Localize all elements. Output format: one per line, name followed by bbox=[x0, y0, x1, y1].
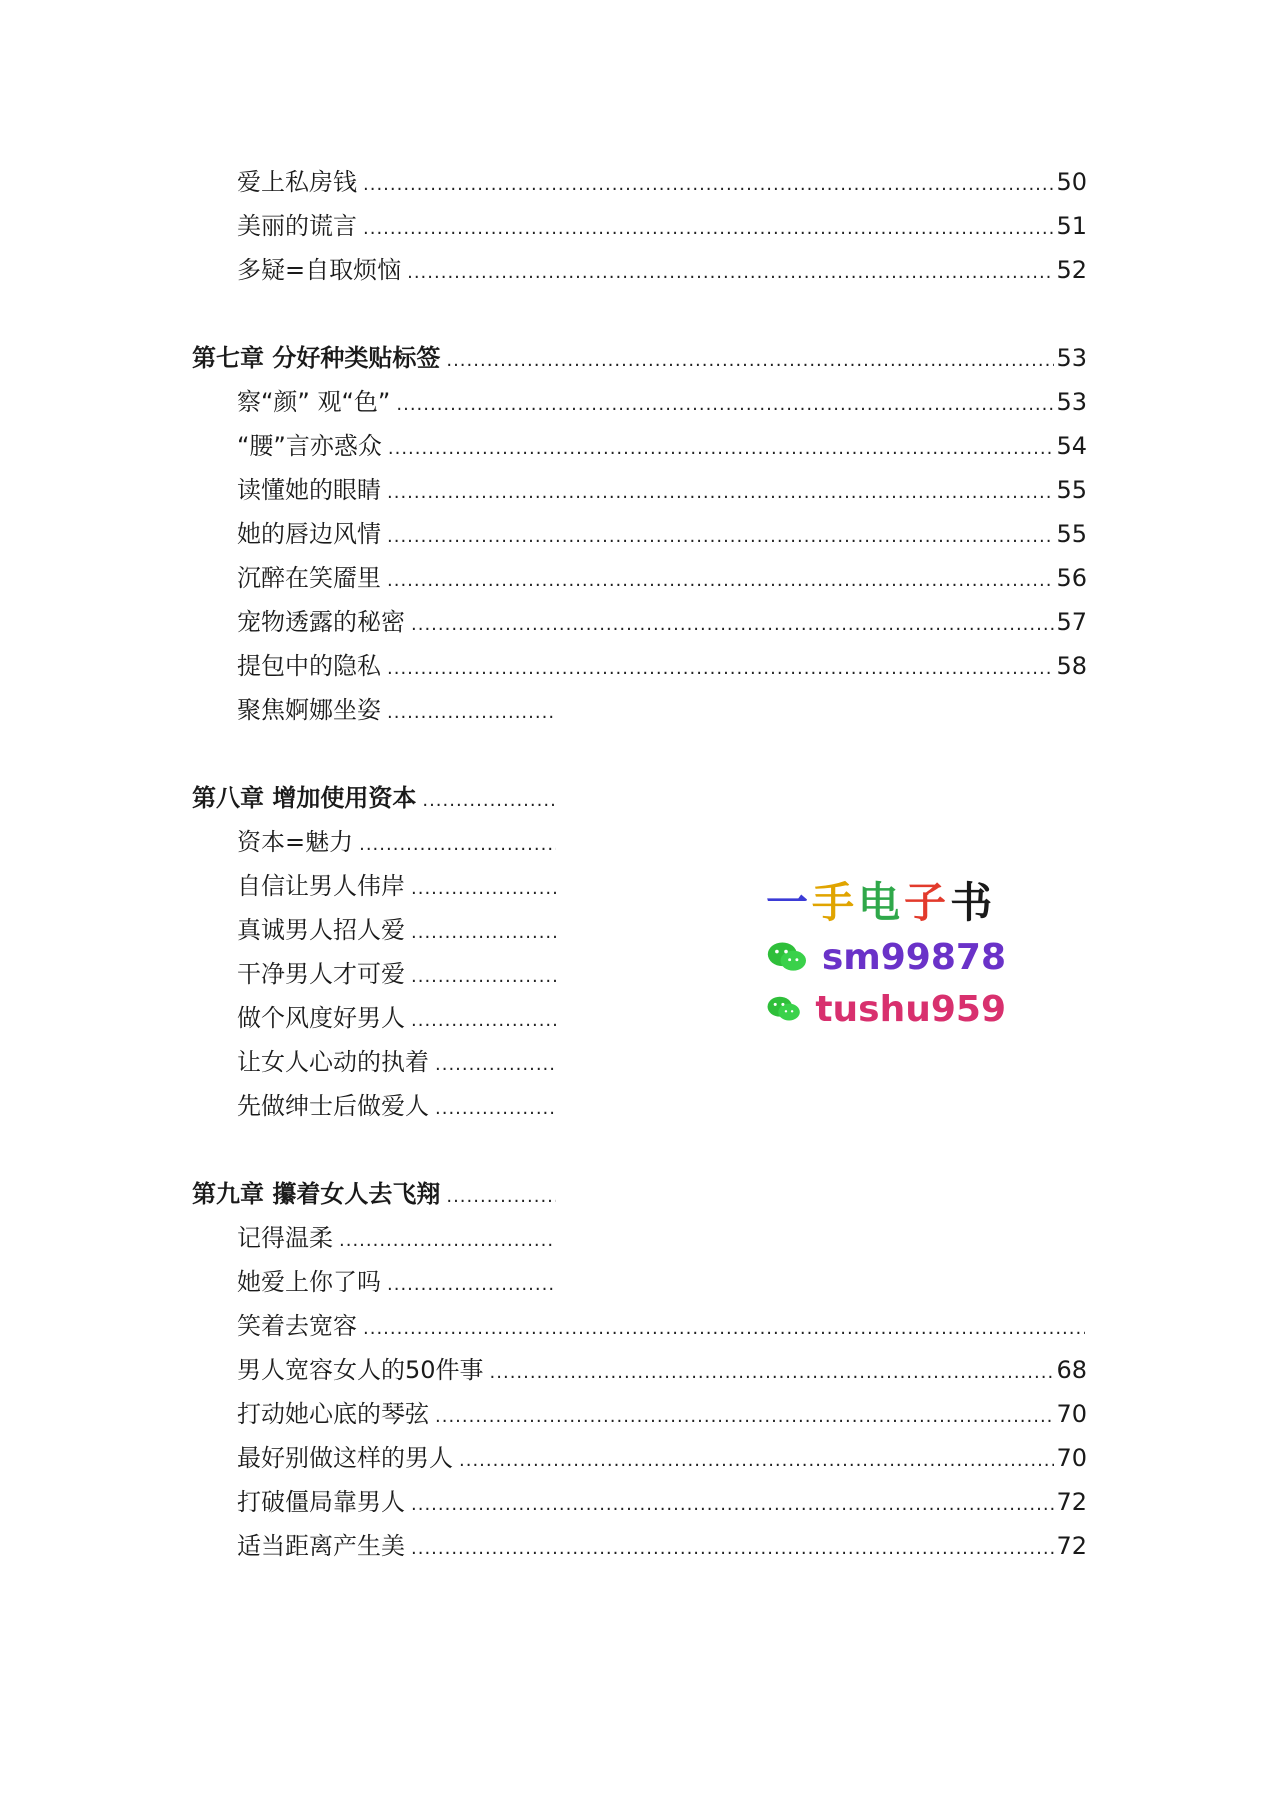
toc-entry-page: 53 bbox=[1056, 388, 1087, 416]
toc-entry-title: 聚焦婀娜坐姿 bbox=[237, 696, 381, 724]
toc-entry-title: 她的唇边风情 bbox=[237, 520, 381, 548]
toc-entry[interactable] bbox=[192, 512, 1087, 556]
watermark-char: 一 bbox=[766, 878, 813, 927]
toc-entry-page: 68 bbox=[1056, 1356, 1087, 1384]
watermark-char: 电 bbox=[858, 878, 905, 927]
dot-leader bbox=[363, 207, 1054, 251]
toc-entry[interactable] bbox=[192, 1392, 1087, 1436]
watermark-char: 手 bbox=[812, 878, 859, 927]
dot-leader bbox=[411, 1483, 1054, 1527]
toc-entry-title: 资本=魅力 bbox=[237, 828, 354, 856]
toc-entry-title: 做个风度好男人 bbox=[237, 1004, 405, 1032]
watermark-line bbox=[766, 983, 1006, 1035]
dot-leader bbox=[387, 559, 1054, 603]
toc-entry[interactable] bbox=[192, 468, 1087, 512]
toc-entry-page: 55 bbox=[1056, 520, 1087, 548]
toc-entry-page: 72 bbox=[1056, 1532, 1087, 1560]
toc-entry-page: 58 bbox=[1056, 652, 1087, 680]
toc-entry-page: 51 bbox=[1056, 212, 1087, 240]
toc-entry[interactable] bbox=[192, 380, 1087, 424]
toc-entry-title: 沉醉在笑靥里 bbox=[237, 564, 381, 592]
wechat-icon bbox=[766, 991, 801, 1027]
toc-chapter-title: 第七章 分好种类贴标签 bbox=[192, 344, 441, 372]
dot-leader bbox=[387, 515, 1054, 559]
toc-entry-title: 适当距离产生美 bbox=[237, 1532, 405, 1560]
watermark-title bbox=[766, 875, 1006, 931]
toc-entry[interactable] bbox=[192, 1524, 1087, 1568]
toc-entry-page: 56 bbox=[1056, 564, 1087, 592]
toc-entry-page: 70 bbox=[1056, 1400, 1087, 1428]
toc-entry-title: 真诚男人招人爱 bbox=[237, 916, 405, 944]
toc-entry-title: 最好别做这样的男人 bbox=[237, 1444, 453, 1472]
dot-leader bbox=[459, 1439, 1054, 1483]
dot-leader bbox=[435, 1395, 1054, 1439]
toc-entry[interactable] bbox=[192, 1348, 1087, 1392]
watermark-text: sm99878 bbox=[821, 936, 1006, 978]
dot-leader bbox=[407, 251, 1054, 295]
toc-entry[interactable] bbox=[192, 644, 1087, 688]
toc-entry-title: 干净男人才可爱 bbox=[237, 960, 405, 988]
toc-entry-title: 笑着去宽容 bbox=[237, 1312, 357, 1340]
toc-entry-title: 自信让男人伟岸 bbox=[237, 872, 405, 900]
toc-entry[interactable] bbox=[192, 424, 1087, 468]
watermark-line bbox=[766, 931, 1006, 983]
toc-entry-title: 宠物透露的秘密 bbox=[237, 608, 405, 636]
toc-entry[interactable] bbox=[192, 1480, 1087, 1524]
toc-entry-page: 52 bbox=[1056, 256, 1087, 284]
toc-entry[interactable] bbox=[192, 556, 1087, 600]
dot-leader bbox=[396, 383, 1054, 427]
toc-chapter-heading[interactable] bbox=[192, 336, 1087, 380]
toc-entry-title: 打动她心底的琴弦 bbox=[237, 1400, 429, 1428]
toc-entry-page: 55 bbox=[1056, 476, 1087, 504]
toc-entry-title: 让女人心动的执着 bbox=[237, 1048, 429, 1076]
dot-leader bbox=[388, 427, 1055, 471]
dot-leader bbox=[363, 1307, 1085, 1351]
toc-entry-title: 多疑=自取烦恼 bbox=[237, 256, 402, 284]
toc-entry-page: 54 bbox=[1056, 432, 1087, 460]
watermark-char: 子 bbox=[904, 878, 951, 927]
toc-chapter-title: 第八章 增加使用资本 bbox=[192, 784, 417, 812]
toc-entry-title: 读懂她的眼睛 bbox=[237, 476, 381, 504]
toc-entry-page: 72 bbox=[1056, 1488, 1087, 1516]
toc-entry-page: 50 bbox=[1056, 168, 1087, 196]
toc-entry[interactable] bbox=[192, 248, 1087, 292]
dot-leader bbox=[387, 471, 1054, 515]
toc-entry-title: 爱上私房钱 bbox=[237, 168, 357, 196]
toc-entry-title: 先做绅士后做爱人 bbox=[237, 1092, 429, 1120]
toc-entry-title: 美丽的谎言 bbox=[237, 212, 357, 240]
watermark-text: tushu959 bbox=[815, 988, 1006, 1030]
dot-leader bbox=[446, 339, 1054, 383]
toc-entry-title: 察“颜” 观“色” bbox=[237, 388, 391, 416]
dot-leader bbox=[363, 163, 1054, 207]
toc-chapter-title: 第九章 攥着女人去飞翔 bbox=[192, 1180, 441, 1208]
toc-entry-title: 男人宽容女人的50件事 bbox=[237, 1356, 484, 1384]
toc-entry-page: 53 bbox=[1056, 344, 1087, 372]
toc-entry-title: 打破僵局靠男人 bbox=[237, 1488, 405, 1516]
dot-leader bbox=[490, 1351, 1055, 1395]
toc-entry-title: “腰”言亦惑众 bbox=[237, 432, 382, 460]
dot-leader bbox=[387, 647, 1054, 691]
watermark bbox=[766, 875, 1006, 1035]
toc-entry-page: 57 bbox=[1056, 608, 1087, 636]
dot-leader bbox=[411, 603, 1054, 647]
toc-entry[interactable] bbox=[192, 160, 1087, 204]
toc-entry-title: 记得温柔 bbox=[237, 1224, 333, 1252]
toc-entry[interactable] bbox=[192, 204, 1087, 248]
watermark-char: 书 bbox=[950, 878, 997, 927]
toc-entry-title: 提包中的隐私 bbox=[237, 652, 381, 680]
toc-entry[interactable] bbox=[192, 1436, 1087, 1480]
wechat-icon bbox=[766, 939, 808, 975]
dot-leader bbox=[411, 1527, 1054, 1571]
toc-entry[interactable] bbox=[192, 600, 1087, 644]
toc-entry-title: 她爱上你了吗 bbox=[237, 1268, 381, 1296]
toc-entry-page: 70 bbox=[1056, 1444, 1087, 1472]
